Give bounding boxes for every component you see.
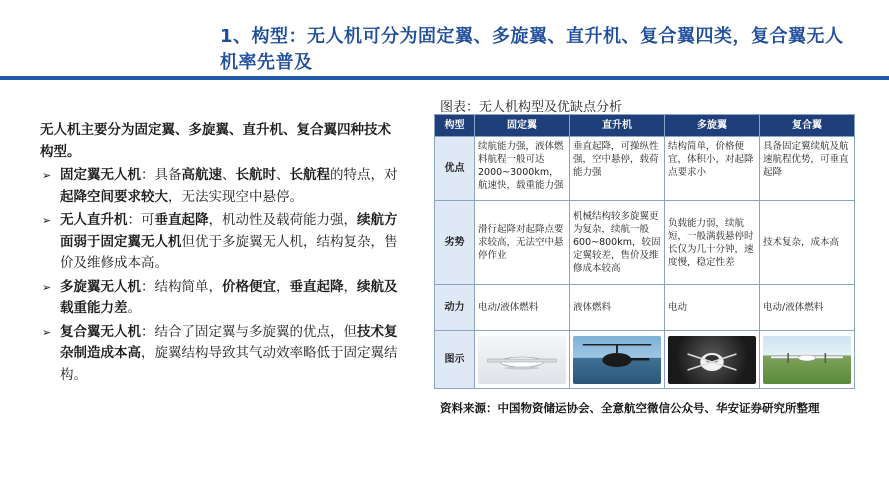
bullet-emphasis: 固定翼无人机	[60, 167, 141, 183]
table-cell: 续航能力强，液体燃料航程一般可达2000~3000km，航速快，载重能力强	[475, 137, 570, 201]
table-cell: 电动	[665, 285, 760, 331]
header-cell: 构型	[435, 115, 475, 137]
bullet-arrow-icon: ➢	[42, 280, 52, 294]
bullet-arrow-icon: ➢	[42, 169, 52, 182]
bullet-item	[40, 210, 400, 275]
table-cell	[760, 331, 855, 389]
bullet-emphasis: 复合翼无人机	[60, 323, 141, 340]
table-cell: 滑行起降对起降点要求较高，无法空中悬停作业	[475, 201, 570, 285]
header-cell: 复合翼	[760, 115, 855, 137]
bullet-emphasis: 技术复杂制造成本高	[60, 323, 398, 361]
table-row	[435, 201, 855, 285]
bullet-emphasis: 高航速	[181, 167, 222, 183]
row-header: 图示	[435, 331, 475, 389]
bullet-text: ：可	[127, 212, 155, 228]
helicopter-image	[573, 336, 661, 384]
bullet-arrow-icon: ➢	[42, 325, 52, 339]
bullet-emphasis: 垂直起降	[289, 278, 344, 295]
compound-wing-drone-image	[763, 336, 851, 384]
bullet-emphasis: 续航方面弱于固定翼无人机	[60, 212, 398, 250]
bullet-list	[40, 165, 400, 386]
row-header: 动力	[435, 285, 475, 331]
bullet-text: 。	[127, 300, 141, 316]
bullet-emphasis: 续航及载重能力差	[60, 278, 398, 316]
bullet-text: 的特点，对	[330, 167, 398, 183]
table-row	[435, 137, 855, 201]
bullet-text: 、	[276, 167, 290, 183]
bullet-emphasis: 长航时	[235, 167, 276, 183]
bullet-emphasis: 价格便宜	[222, 278, 276, 295]
bullet-emphasis: 起降空间要求较大	[60, 188, 168, 205]
page-title: 1、构型：无人机可分为固定翼、多旋翼、直升机、复合翼四类，复合翼无人机率先普及	[220, 26, 844, 73]
header-cell: 直升机	[570, 115, 665, 137]
table-cell: 垂直起降，可操纵性强，空中悬停，载荷能力强	[570, 137, 665, 201]
bullet-text: ：结构简单，	[141, 278, 222, 295]
summary-panel	[40, 120, 400, 388]
bullet-text: ，	[343, 278, 357, 295]
table-row	[435, 331, 855, 389]
bullet-text: ：具备	[141, 167, 182, 183]
bullet-text: ，旋翼结构导致其气动效率略低于固定翼结构。	[60, 345, 398, 383]
fixed-wing-drone-image	[478, 336, 566, 384]
row-header: 优点	[435, 137, 475, 201]
table-cell	[665, 331, 760, 389]
source-note: 资料来源：中国物资储运协会、全意航空微信公众号、华安证券研究所整理	[440, 401, 820, 415]
bullet-arrow-icon: ➢	[42, 214, 52, 227]
bullet-text: 、	[222, 167, 236, 183]
table-header-row	[435, 115, 855, 137]
bullet-text: ，无法实现空中悬停。	[168, 188, 303, 205]
table-cell	[475, 331, 570, 389]
bullet-text: ，机动性及载荷能力强，	[208, 212, 357, 228]
summary-intro: 无人机主要分为固定翼、多旋翼、直升机、复合翼四种技术构型。	[40, 122, 391, 160]
bullet-emphasis: 垂直起降	[154, 212, 209, 228]
bullet-emphasis: 无人直升机	[60, 212, 128, 228]
table-cell: 结构简单，价格便宜，体积小，对起降点要求小	[665, 137, 760, 201]
bullet-text: ：结合了固定翼与多旋翼的优点，但	[141, 323, 357, 340]
table-cell: 液体燃料	[570, 285, 665, 331]
bullet-text: ，	[276, 278, 290, 295]
header-cell: 多旋翼	[665, 115, 760, 137]
table-row	[435, 285, 855, 331]
table-caption: 图表：无人机构型及优缺点分析	[440, 100, 623, 115]
title-divider	[0, 76, 889, 80]
table-cell	[570, 331, 665, 389]
bullet-item	[40, 165, 400, 208]
bullet-emphasis: 多旋翼无人机	[60, 278, 141, 295]
bullet-item	[40, 277, 400, 320]
multirotor-drone-image	[668, 336, 756, 384]
bullet-emphasis: 长航程	[289, 167, 330, 183]
table-cell: 电动/液体燃料	[475, 285, 570, 331]
table-cell: 具备固定翼续航及航速航程优势，可垂直起降	[760, 137, 855, 201]
bullet-item	[40, 322, 400, 387]
header-cell: 固定翼	[475, 115, 570, 137]
bullet-text: 但优于多旋翼无人机，结构复杂，售价及维修成本高。	[60, 233, 398, 271]
table-cell: 机械结构较多旋翼更为复杂，续航一般600~800km，较固定翼较差，售价及维修成本较高	[570, 201, 665, 285]
table-cell: 负载能力弱，续航短，一般满载悬停时长仅为几十分钟，速度慢，稳定性差	[665, 201, 760, 285]
comparison-table	[434, 114, 855, 389]
row-header: 劣势	[435, 201, 475, 285]
table-cell: 电动/液体燃料	[760, 285, 855, 331]
table-cell: 技术复杂，成本高	[760, 201, 855, 285]
